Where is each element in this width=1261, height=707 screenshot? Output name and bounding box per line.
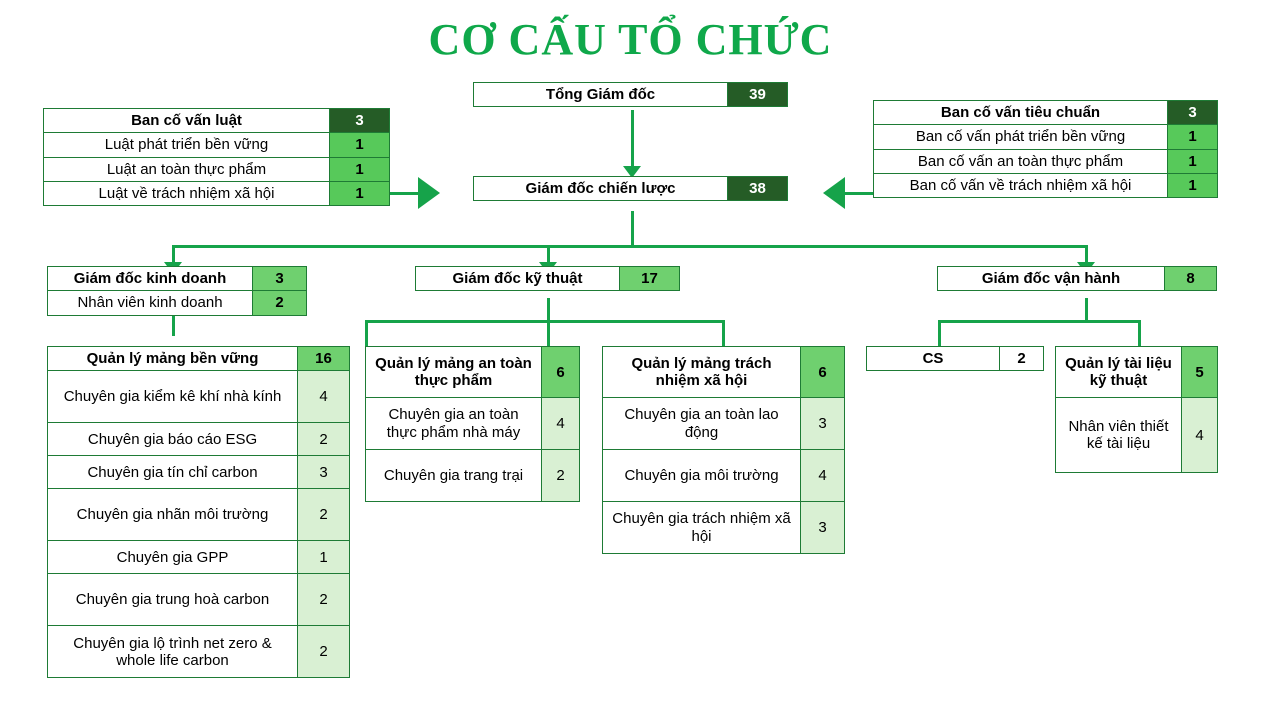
connector-strategy-down — [631, 211, 634, 247]
sustain-item[interactable] — [47, 371, 350, 423]
connector-ops-cs — [938, 320, 941, 346]
docs-item-count: 4 — [1181, 398, 1217, 472]
sustain-item[interactable] — [47, 423, 350, 456]
sustain-item-count: 2 — [297, 626, 349, 677]
law-board-title: Ban cố vấn luật — [44, 109, 329, 132]
cs-row — [866, 346, 1044, 371]
sales-item-label: Nhân viên kinh doanh — [48, 291, 252, 314]
ops-label: Giám đốc vận hành — [938, 267, 1164, 290]
sustain-item-label: Chuyên gia báo cáo ESG — [48, 423, 297, 455]
connector-tech-sustain — [547, 320, 550, 346]
connector-bus-main — [172, 245, 1087, 248]
sales-header — [47, 266, 307, 291]
std-board-item-count: 1 — [1167, 150, 1217, 173]
law-board-count: 3 — [329, 109, 389, 132]
sustain-item-count: 2 — [297, 423, 349, 455]
sustain-item-count: 2 — [297, 489, 349, 540]
social-item-label: Chuyên gia trách nhiệm xã hội — [603, 502, 800, 553]
tech-row — [415, 266, 680, 291]
law-board-item[interactable] — [43, 133, 390, 157]
strategy-count: 38 — [727, 177, 787, 200]
docs-title: Quản lý tài liệu kỹ thuật — [1056, 347, 1181, 397]
sustain-item[interactable] — [47, 574, 350, 626]
std-board-item-label: Ban cố vấn an toàn thực phẩm — [874, 150, 1167, 173]
std-board-item[interactable] — [873, 125, 1218, 149]
sustain-item-label: Chuyên gia kiểm kê khí nhà kính — [48, 371, 297, 422]
node-operations-director[interactable] — [937, 266, 1217, 291]
social-item[interactable] — [602, 398, 845, 450]
node-sustainability-manager[interactable] — [47, 346, 350, 678]
node-technical-docs-manager[interactable] — [1055, 346, 1218, 473]
ops-count: 8 — [1164, 267, 1216, 290]
std-board-item[interactable] — [873, 174, 1218, 198]
ops-row — [937, 266, 1217, 291]
std-board-item[interactable] — [873, 150, 1218, 174]
connector-ceo-strategy — [631, 110, 634, 168]
connector-ops-bus — [938, 320, 1140, 323]
food-item-label: Chuyên gia trang trại — [366, 450, 541, 501]
sustain-item-label: Chuyên gia tín chỉ carbon — [48, 456, 297, 488]
law-board-item-label: Luật phát triển bền vững — [44, 133, 329, 156]
food-item-label: Chuyên gia an toàn thực phẩm nhà máy — [366, 398, 541, 449]
std-board-item-count: 1 — [1167, 174, 1217, 197]
sustain-item-count: 1 — [297, 541, 349, 573]
social-item[interactable] — [602, 450, 845, 502]
food-item-count: 4 — [541, 398, 579, 449]
node-ceo[interactable] — [473, 82, 788, 107]
food-item[interactable] — [365, 398, 580, 450]
law-board-item-label: Luật về trách nhiệm xã hội — [44, 182, 329, 205]
food-header — [365, 346, 580, 398]
connector-ops-docs — [1138, 320, 1141, 346]
docs-item-label: Nhân viên thiết kế tài liệu — [1056, 398, 1181, 472]
ceo-count: 39 — [727, 83, 787, 106]
node-strategy-director[interactable] — [473, 176, 788, 201]
sustain-item-count: 4 — [297, 371, 349, 422]
sales-item[interactable] — [47, 291, 307, 315]
social-item-label: Chuyên gia an toàn lao động — [603, 398, 800, 449]
sustain-item-label: Chuyên gia trung hoà carbon — [48, 574, 297, 625]
food-title: Quản lý mảng an toàn thực phẩm — [366, 347, 541, 397]
cs-label: CS — [867, 347, 999, 370]
food-item-count: 2 — [541, 450, 579, 501]
tech-label: Giám đốc kỹ thuật — [416, 267, 619, 290]
sustain-item-label: Chuyên gia lộ trình net zero & whole life carbon — [48, 626, 297, 677]
sustain-item[interactable] — [47, 456, 350, 489]
law-board-item[interactable] — [43, 158, 390, 182]
social-item[interactable] — [602, 502, 845, 554]
docs-item[interactable] — [1055, 398, 1218, 473]
law-board-item[interactable] — [43, 182, 390, 206]
connector-ops-down — [1085, 298, 1088, 320]
sustain-item-label: Chuyên gia nhãn môi trường — [48, 489, 297, 540]
cs-count: 2 — [999, 347, 1043, 370]
node-food-safety-manager[interactable] — [365, 346, 580, 502]
strategy-label: Giám đốc chiến lược — [474, 177, 727, 200]
social-item-count: 3 — [800, 502, 844, 553]
sustain-item-label: Chuyên gia GPP — [48, 541, 297, 573]
sustain-item-count: 3 — [297, 456, 349, 488]
node-law-advisory-board[interactable] — [43, 108, 390, 206]
node-social-responsibility-manager[interactable] — [602, 346, 845, 554]
connector-stdboard-strategy — [845, 192, 875, 195]
sustain-item[interactable] — [47, 626, 350, 678]
connector-tech-bus — [365, 320, 725, 323]
std-board-count: 3 — [1167, 101, 1217, 124]
page-title: CƠ CẤU TỔ CHỨC — [428, 15, 833, 64]
node-standards-advisory-board[interactable] — [873, 100, 1218, 198]
food-count: 6 — [541, 347, 579, 397]
sales-item-count: 2 — [252, 291, 306, 314]
ceo-row — [473, 82, 788, 107]
std-board-header — [873, 100, 1218, 125]
sustain-item-count: 2 — [297, 574, 349, 625]
law-board-header — [43, 108, 390, 133]
connector-tech-food — [365, 320, 368, 346]
ceo-label: Tổng Giám đốc — [474, 83, 727, 106]
social-item-count: 4 — [800, 450, 844, 501]
connector-lawboard-strategy — [390, 192, 420, 195]
arrow-stdboard — [823, 177, 845, 209]
social-item-label: Chuyên gia môi trường — [603, 450, 800, 501]
strategy-row — [473, 176, 788, 201]
std-board-item-count: 1 — [1167, 125, 1217, 148]
sales-count: 3 — [252, 267, 306, 290]
social-title: Quản lý mảng trách nhiệm xã hội — [603, 347, 800, 397]
node-tech-director[interactable] — [415, 266, 680, 291]
connector-tech-social — [722, 320, 725, 346]
sales-title: Giám đốc kinh doanh — [48, 267, 252, 290]
social-item-count: 3 — [800, 398, 844, 449]
docs-count: 5 — [1181, 347, 1217, 397]
std-board-item-label: Ban cố vấn phát triển bền vững — [874, 125, 1167, 148]
tech-count: 17 — [619, 267, 679, 290]
sustain-header — [47, 346, 350, 371]
connector-tech-down — [547, 298, 550, 320]
social-header — [602, 346, 845, 398]
food-item[interactable] — [365, 450, 580, 502]
sustain-title: Quản lý mảng bền vững — [48, 347, 297, 370]
node-sales-director[interactable] — [47, 266, 307, 316]
law-board-item-label: Luật an toàn thực phẩm — [44, 158, 329, 181]
law-board-item-count: 1 — [329, 133, 389, 156]
std-board-title: Ban cố vấn tiêu chuẩn — [874, 101, 1167, 124]
law-board-item-count: 1 — [329, 158, 389, 181]
sustain-item[interactable] — [47, 489, 350, 541]
sustain-count: 16 — [297, 347, 349, 370]
social-count: 6 — [800, 347, 844, 397]
arrow-lawboard — [418, 177, 440, 209]
sustain-item[interactable] — [47, 541, 350, 574]
std-board-item-label: Ban cố vấn về trách nhiệm xã hội — [874, 174, 1167, 197]
docs-header — [1055, 346, 1218, 398]
law-board-item-count: 1 — [329, 182, 389, 205]
node-cs[interactable] — [866, 346, 1044, 371]
